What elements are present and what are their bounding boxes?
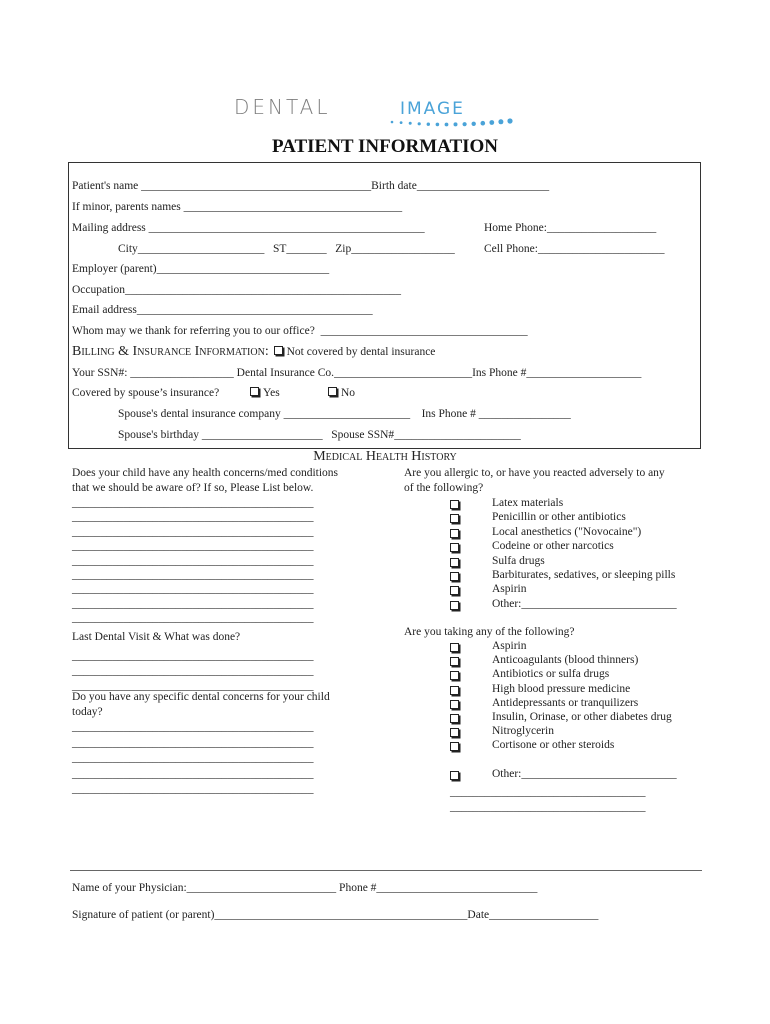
medication-item: Insulin, Orinase, or other diabetes drug bbox=[492, 711, 672, 723]
date-field[interactable]: ___________________ bbox=[489, 909, 599, 921]
medication-checkbox[interactable] bbox=[450, 714, 459, 723]
physician-phone-field[interactable]: ____________________________ bbox=[376, 882, 538, 894]
medication-checkbox[interactable] bbox=[450, 643, 459, 652]
logo-word-image: image bbox=[400, 99, 465, 119]
allergy-question-1: Are you allergic to, or have you reacted adversely to any bbox=[404, 467, 665, 479]
allergy-checkbox[interactable] bbox=[450, 500, 459, 509]
medication-checkbox[interactable] bbox=[450, 671, 459, 680]
no-option: No bbox=[326, 387, 355, 399]
ssn-row: Your SSN#: __________________ Dental Insurance Co.________________________Ins Phone #____________________ bbox=[72, 367, 642, 379]
allergy-item: Barbiturates, sedatives, or sleeping pills bbox=[492, 569, 676, 581]
allergy-item: Aspirin bbox=[492, 583, 527, 596]
answer-line[interactable]: __________________________________________ bbox=[72, 721, 314, 733]
logo-dot bbox=[498, 119, 503, 124]
answer-line[interactable]: __________________________________________ bbox=[72, 612, 314, 625]
spouse-ssn-field[interactable]: ______________________ bbox=[394, 429, 521, 441]
medication-item: Antidepressants or tranquilizers bbox=[492, 696, 639, 709]
medication-item: Cortisone or other steroids bbox=[492, 739, 615, 752]
allergy-item: Sulfa drugs bbox=[492, 554, 545, 567]
medication-item: Aspirin bbox=[492, 640, 527, 652]
dental-concerns-q1: Do you have any specific dental concerns for your child bbox=[72, 691, 330, 703]
answer-line[interactable]: __________________________________________ bbox=[72, 736, 314, 749]
mailing-address-field[interactable]: ________________________________________________ bbox=[148, 222, 425, 234]
health-concerns-q2: that we should be aware of? If so, Please List below. bbox=[72, 482, 314, 494]
allergy-item: Latex materials bbox=[492, 497, 564, 509]
signature-field[interactable]: ____________________________________________ bbox=[214, 909, 468, 921]
logo-dot bbox=[445, 123, 449, 127]
logo-dot bbox=[409, 122, 412, 125]
answer-line[interactable]: __________________________________________ bbox=[72, 583, 314, 596]
occupation-field[interactable]: ________________________________________________ bbox=[125, 284, 402, 296]
taking-question: Are you taking any of the following? bbox=[404, 626, 575, 638]
email-field[interactable]: _________________________________________ bbox=[136, 304, 373, 316]
medication-checkbox[interactable] bbox=[450, 728, 459, 737]
employer-field[interactable]: ______________________________ bbox=[156, 263, 330, 275]
referral-field[interactable]: ____________________________________ bbox=[320, 325, 528, 337]
medication-item: Nitroglycerin bbox=[492, 725, 554, 738]
answer-line[interactable]: __________________________________________ bbox=[72, 511, 314, 524]
patient-name-row: Patient's name ________________________________________Birth date_______________________ bbox=[72, 180, 550, 192]
answer-line[interactable]: __________________________________________ bbox=[72, 767, 314, 780]
occupation-row: Occupation________________________________________________ bbox=[72, 284, 402, 296]
answer-line[interactable]: __________________________________________ bbox=[72, 569, 314, 581]
home-phone-field[interactable]: ___________________ bbox=[546, 222, 657, 234]
taking-other-checkbox[interactable] bbox=[450, 771, 459, 780]
taking-other-line-1[interactable]: __________________________________ bbox=[450, 786, 646, 798]
spouse-company-field[interactable]: ______________________ bbox=[283, 408, 411, 420]
logo-dot bbox=[418, 122, 421, 125]
home-phone-row: Home Phone:___________________ bbox=[484, 222, 657, 234]
taking-other-line-2[interactable]: __________________________________ bbox=[450, 801, 646, 813]
answer-line[interactable]: __________________________________________ bbox=[72, 650, 314, 662]
insurance-company-field[interactable]: ________________________ bbox=[334, 367, 473, 379]
health-concerns-q1: Does your child have any health concerns/med conditions bbox=[72, 467, 339, 479]
answer-line[interactable]: __________________________________________ bbox=[72, 597, 314, 610]
not-covered-checkbox[interactable] bbox=[274, 346, 283, 355]
allergy-item: Other:___________________________ bbox=[492, 597, 677, 610]
answer-line[interactable]: __________________________________________ bbox=[72, 525, 314, 538]
allergy-item: Local anesthetics ("Novocaine") bbox=[492, 525, 642, 538]
medication-checkbox[interactable] bbox=[450, 657, 459, 666]
spouse-birthday-row: Spouse's birthday _____________________ Spouse SSN#______________________ bbox=[118, 429, 521, 441]
medication-item: Antibiotics or sulfa drugs bbox=[492, 668, 610, 681]
logo-dot bbox=[472, 122, 476, 126]
dental-image-logo bbox=[232, 92, 517, 130]
medication-checkbox[interactable] bbox=[450, 700, 459, 709]
medication-item: High blood pressure medicine bbox=[492, 682, 631, 695]
email-row: Email address_________________________________________ bbox=[72, 304, 373, 316]
yes-checkbox[interactable] bbox=[250, 387, 259, 396]
logo-dot bbox=[481, 121, 486, 126]
signature-row: Signature of patient (or parent)____________________________________________Date___________________ bbox=[72, 909, 599, 921]
logo-dot bbox=[400, 121, 403, 124]
allergy-item: Codeine or other narcotics bbox=[492, 540, 614, 553]
physician-field[interactable]: __________________________ bbox=[186, 882, 337, 894]
state-field[interactable]: _______ bbox=[286, 243, 327, 255]
allergy-checkbox[interactable] bbox=[450, 514, 459, 523]
logo-dot-arc bbox=[391, 118, 513, 126]
answer-line[interactable]: __________________________________________ bbox=[72, 540, 314, 553]
city-row: City______________________ ST_______ Zip__________________ bbox=[118, 243, 455, 255]
yes-option: Yes bbox=[248, 387, 280, 399]
answer-line[interactable]: __________________________________________ bbox=[72, 665, 314, 677]
medical-history-heading: Medical Health History bbox=[313, 449, 457, 464]
logo-dot bbox=[463, 122, 467, 126]
referral-row: Whom may we thank for referring you to our office? ____________________________________ bbox=[72, 325, 528, 337]
minor-parents-row: If minor, parents names ______________________________________ bbox=[72, 201, 403, 213]
allergy-checkbox[interactable] bbox=[450, 543, 459, 552]
taking-other-field[interactable]: Other:___________________________ bbox=[492, 768, 677, 780]
no-checkbox[interactable] bbox=[328, 387, 337, 396]
last-visit-question: Last Dental Visit & What was done? bbox=[72, 631, 241, 643]
ssn-field[interactable]: __________________ bbox=[130, 367, 234, 379]
allergy-checkbox[interactable] bbox=[450, 529, 459, 538]
allergy-checkbox[interactable] bbox=[450, 586, 459, 595]
medication-item: Anticoagulants (blood thinners) bbox=[492, 654, 639, 667]
mailing-row: Mailing address ________________________________________________ bbox=[72, 222, 425, 234]
cell-phone-row: Cell Phone:______________________ bbox=[484, 243, 665, 255]
parents-names-field[interactable]: ______________________________________ bbox=[183, 201, 403, 213]
allergy-checkbox[interactable] bbox=[450, 601, 459, 610]
allergy-question-2: of the following? bbox=[404, 482, 484, 494]
spouse-company-row: Spouse's dental insurance company ______________________ Ins Phone # ________________ bbox=[118, 408, 571, 420]
page-title: PATIENT INFORMATION bbox=[271, 136, 499, 157]
patient-name-field[interactable]: ________________________________________ bbox=[141, 180, 372, 192]
spouse-covered-row: Covered by spouse’s insurance? bbox=[72, 387, 220, 399]
birth-date-field[interactable]: _______________________ bbox=[416, 180, 550, 192]
answer-line[interactable]: __________________________________________ bbox=[72, 752, 314, 764]
footer-divider bbox=[70, 870, 702, 871]
billing-heading: Billing & Insurance Information: bbox=[72, 344, 269, 359]
allergy-item: Penicillin or other antibiotics bbox=[492, 511, 626, 524]
logo-dot bbox=[454, 122, 458, 126]
logo-dot bbox=[427, 123, 430, 126]
not-covered-label: Not covered by dental insurance bbox=[286, 346, 436, 358]
spouse-ins-phone-field[interactable]: ________________ bbox=[478, 408, 571, 420]
answer-line[interactable]: __________________________________________ bbox=[72, 783, 314, 795]
answer-line[interactable]: __________________________________________ bbox=[72, 497, 314, 509]
logo-dot bbox=[507, 118, 512, 123]
medication-checkbox[interactable] bbox=[450, 686, 459, 695]
answer-line[interactable]: __________________________________________ bbox=[72, 680, 314, 692]
spouse-birthday-field[interactable]: _____________________ bbox=[201, 429, 323, 441]
allergy-checkbox[interactable] bbox=[450, 558, 459, 567]
logo-dot bbox=[436, 123, 440, 127]
employer-row: Employer (parent)______________________________ bbox=[72, 263, 330, 275]
answer-line[interactable]: __________________________________________ bbox=[72, 554, 314, 567]
city-field[interactable]: ______________________ bbox=[137, 243, 265, 255]
dental-concerns-q2: today? bbox=[72, 706, 103, 718]
physician-row: Name of your Physician:__________________________ Phone #____________________________ bbox=[72, 882, 538, 894]
logo-dot bbox=[489, 120, 494, 125]
medication-checkbox[interactable] bbox=[450, 742, 459, 751]
insurance-phone-field[interactable]: ____________________ bbox=[526, 367, 642, 379]
logo-word-dental: Dental bbox=[234, 95, 331, 119]
billing-row bbox=[72, 344, 435, 360]
allergy-checkbox[interactable] bbox=[450, 572, 459, 581]
cell-phone-field[interactable]: ______________________ bbox=[538, 243, 665, 255]
zip-field[interactable]: __________________ bbox=[351, 243, 455, 255]
logo-dot bbox=[391, 121, 394, 124]
